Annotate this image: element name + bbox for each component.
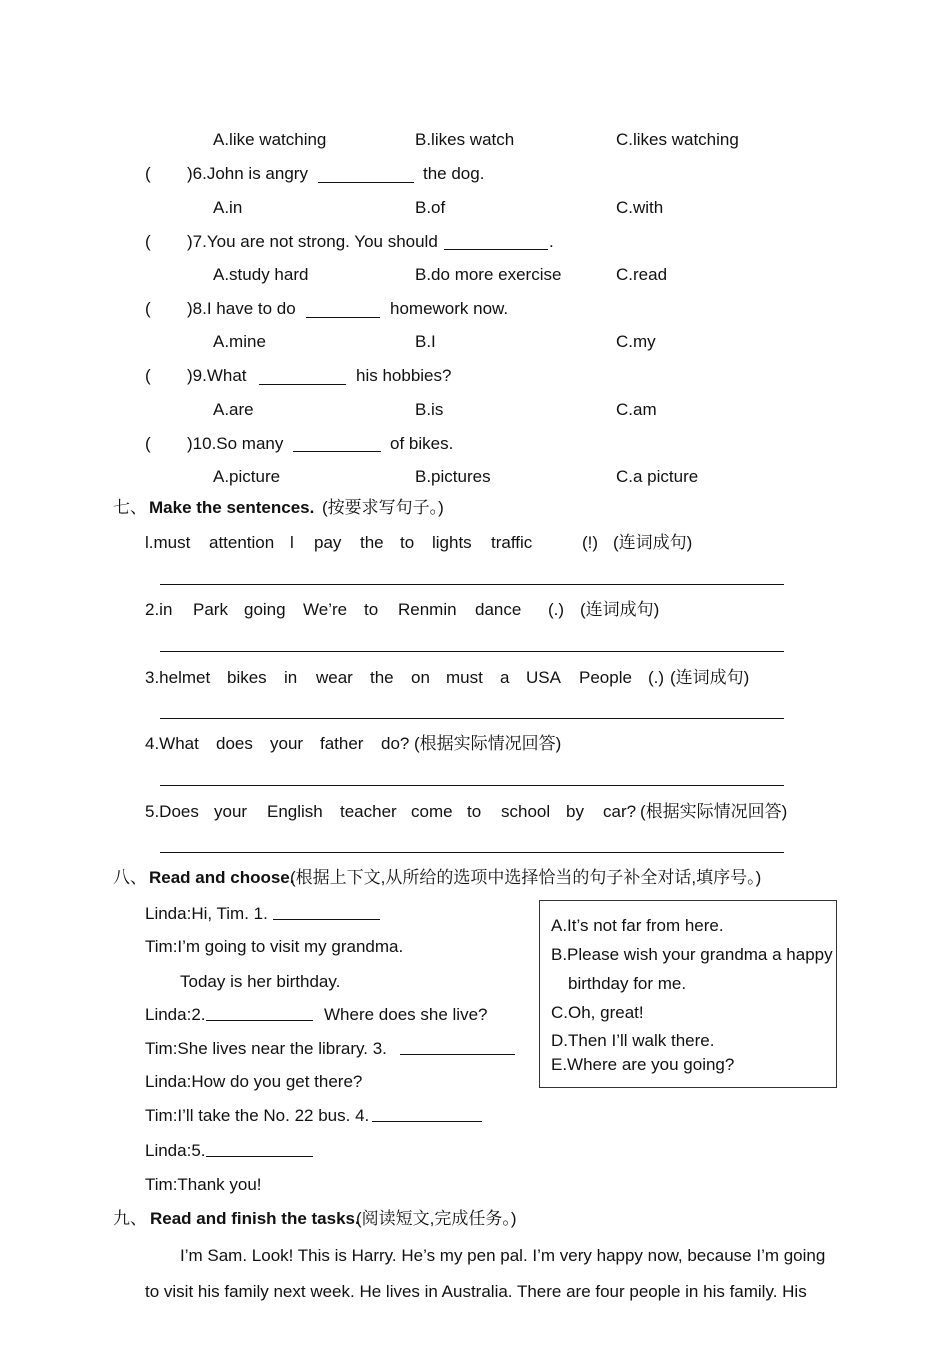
s7-punctuation: (!) bbox=[582, 533, 599, 552]
s7-word: do? bbox=[381, 734, 410, 753]
q7-blank[interactable] bbox=[444, 249, 548, 250]
q9-blank[interactable] bbox=[259, 384, 346, 385]
section8-title: Read and choose. bbox=[149, 868, 295, 887]
s7-word: car? bbox=[603, 802, 637, 821]
q9-stem-after: his hobbies? bbox=[356, 366, 452, 385]
q8-option-c: C.my bbox=[616, 332, 656, 351]
q10-paren: ( bbox=[145, 434, 151, 453]
q7-stem: )7.You are not strong. You should bbox=[187, 232, 438, 251]
s7-word: the bbox=[370, 668, 394, 687]
q6-paren: ( bbox=[145, 164, 151, 183]
s7-word: bikes bbox=[227, 668, 267, 687]
q7-paren: ( bbox=[145, 232, 151, 251]
answer-line-4[interactable] bbox=[160, 785, 784, 786]
q7-option-b: B.do more exercise bbox=[415, 265, 562, 284]
dialogue-line: Tim:She lives near the library. 3. bbox=[145, 1039, 387, 1058]
s7-punctuation: (.) bbox=[548, 600, 565, 619]
option-b: B.Please wish your grandma a happy bbox=[551, 945, 833, 964]
s7-word: on bbox=[411, 668, 430, 687]
q10-option-b: B.pictures bbox=[415, 467, 491, 486]
dialogue-line: Tim:I’ll take the No. 22 bus. 4. bbox=[145, 1106, 370, 1125]
q9-paren: ( bbox=[145, 366, 151, 385]
s7-word: Park bbox=[193, 600, 228, 619]
s7-word: to bbox=[467, 802, 482, 821]
q10-stem-after: of bikes. bbox=[390, 434, 454, 453]
s7-word: the bbox=[360, 533, 384, 552]
s7-word: l.must bbox=[145, 533, 191, 552]
q9-option-c: C.am bbox=[616, 400, 657, 419]
q8-option-b: B.I bbox=[415, 332, 436, 351]
s7-word: your bbox=[214, 802, 248, 821]
dialogue-line: Linda:2. bbox=[145, 1005, 206, 1024]
s7-note: (连词成句) bbox=[580, 600, 660, 619]
s7-word: pay bbox=[314, 533, 342, 552]
answer-line-1[interactable] bbox=[160, 584, 784, 585]
q8-stem: )8.I have to do bbox=[187, 299, 296, 318]
section9-number: 九、 bbox=[113, 1209, 147, 1228]
section7-title: Make the sentences. bbox=[149, 498, 315, 517]
option-b-continued: birthday for me. bbox=[568, 974, 687, 993]
s7-word: come bbox=[411, 802, 453, 821]
s7-word: teacher bbox=[340, 802, 397, 821]
s7-word: Renmin bbox=[398, 600, 457, 619]
q8-stem-after: homework now. bbox=[390, 299, 509, 318]
dialogue-line: Tim:Thank you! bbox=[145, 1175, 262, 1194]
s7-word: father bbox=[320, 734, 364, 753]
s7-word: must bbox=[446, 668, 483, 687]
s7-word: We’re bbox=[303, 600, 348, 619]
s7-word: 4.What bbox=[145, 734, 199, 753]
q6-stem-after: the dog. bbox=[423, 164, 485, 183]
q7-stem-after: . bbox=[549, 232, 554, 251]
q9-option-b: B.is bbox=[415, 400, 444, 419]
answer-line-5[interactable] bbox=[160, 852, 784, 853]
s7-word: to bbox=[400, 533, 415, 552]
s7-word: school bbox=[501, 802, 551, 821]
q7-option-a: A.study hard bbox=[213, 265, 309, 284]
section9-instruction: (阅读短文,完成任务。) bbox=[356, 1209, 517, 1228]
section7-number: 七、 bbox=[113, 498, 147, 517]
s7-word: by bbox=[566, 802, 584, 821]
s7-word: wear bbox=[316, 668, 353, 687]
option-a: A.It’s not far from here. bbox=[551, 916, 724, 935]
q10-option-a: A.picture bbox=[213, 467, 281, 486]
option-d: D.Then I’ll walk there. bbox=[551, 1031, 715, 1050]
s7-note: (连词成句) bbox=[613, 533, 693, 552]
s7-word: People bbox=[579, 668, 632, 687]
s7-word: English bbox=[267, 802, 323, 821]
q6-stem: )6.John is angry bbox=[187, 164, 308, 183]
dialogue-line: Tim:I’m going to visit my grandma. bbox=[145, 937, 404, 956]
s7-word: a bbox=[500, 668, 510, 687]
q9-option-a: A.are bbox=[213, 400, 254, 419]
q5-option-a: A.like watching bbox=[213, 130, 327, 149]
dialogue-blank-5[interactable] bbox=[206, 1156, 313, 1157]
s7-word: does bbox=[216, 734, 253, 753]
q6-blank[interactable] bbox=[318, 182, 414, 183]
dialogue-line-after: Where does she live? bbox=[324, 1005, 488, 1024]
s7-word: dance bbox=[475, 600, 522, 619]
q7-option-c: C.read bbox=[616, 265, 668, 284]
q9-stem: )9.What bbox=[187, 366, 247, 385]
s7-word: your bbox=[270, 734, 304, 753]
dialogue-blank-4[interactable] bbox=[372, 1121, 482, 1122]
dialogue-line: Today is her birthday. bbox=[180, 972, 341, 991]
dialogue-blank-3[interactable] bbox=[400, 1054, 515, 1055]
dialogue-line: Linda:How do you get there? bbox=[145, 1072, 363, 1091]
s7-word: USA bbox=[526, 668, 561, 687]
dialogue-line: Linda:Hi, Tim. 1. bbox=[145, 904, 268, 923]
dialogue-blank-2[interactable] bbox=[206, 1020, 313, 1021]
s7-word: l bbox=[290, 533, 294, 552]
q10-blank[interactable] bbox=[293, 451, 381, 452]
section9-title: Read and finish the tasks. bbox=[150, 1209, 360, 1228]
s7-note: (根据实际情况回答) bbox=[414, 734, 562, 753]
s7-note: (连词成句) bbox=[670, 668, 750, 687]
s7-word: in bbox=[284, 668, 298, 687]
s7-punctuation: (.) bbox=[648, 668, 665, 687]
q6-option-a: A.in bbox=[213, 198, 243, 217]
s7-word: going bbox=[244, 600, 286, 619]
q6-option-c: C.with bbox=[616, 198, 664, 217]
option-e: E.Where are you going? bbox=[551, 1055, 735, 1074]
q8-paren: ( bbox=[145, 299, 151, 318]
section8-instruction: (根据上下文,从所给的选项中选择恰当的句子补全对话,填序号。) bbox=[290, 868, 762, 887]
q10-option-c: C.a picture bbox=[616, 467, 699, 486]
section8-number: 八、 bbox=[113, 868, 147, 887]
dialogue-line: Linda:5. bbox=[145, 1141, 206, 1160]
passage-line: I’m Sam. Look! This is Harry. He’s my pen pal. I’m very happy now, because I’m going bbox=[180, 1246, 826, 1265]
answer-line-2[interactable] bbox=[160, 651, 784, 652]
s7-word: lights bbox=[432, 533, 472, 552]
s7-word: attention bbox=[209, 533, 275, 552]
q5-option-c: C.likes watching bbox=[616, 130, 739, 149]
answer-line-3[interactable] bbox=[160, 718, 784, 719]
q8-option-a: A.mine bbox=[213, 332, 266, 351]
s7-note: (根据实际情况回答) bbox=[640, 802, 788, 821]
s7-word: 3.helmet bbox=[145, 668, 211, 687]
q10-stem: )10.So many bbox=[187, 434, 284, 453]
passage-line: to visit his family next week. He lives in Australia. There are four people in his family. His bbox=[145, 1282, 807, 1301]
s7-word: 5.Does bbox=[145, 802, 199, 821]
s7-word: traffic bbox=[491, 533, 533, 552]
dialogue-blank-1[interactable] bbox=[273, 919, 380, 920]
section7-instruction: (按要求写句子。) bbox=[322, 498, 444, 517]
option-c: C.Oh, great! bbox=[551, 1003, 644, 1022]
q8-blank[interactable] bbox=[306, 317, 380, 318]
q5-option-b: B.likes watch bbox=[415, 130, 515, 149]
s7-word: 2.in bbox=[145, 600, 173, 619]
s7-word: to bbox=[364, 600, 379, 619]
q6-option-b: B.of bbox=[415, 198, 446, 217]
